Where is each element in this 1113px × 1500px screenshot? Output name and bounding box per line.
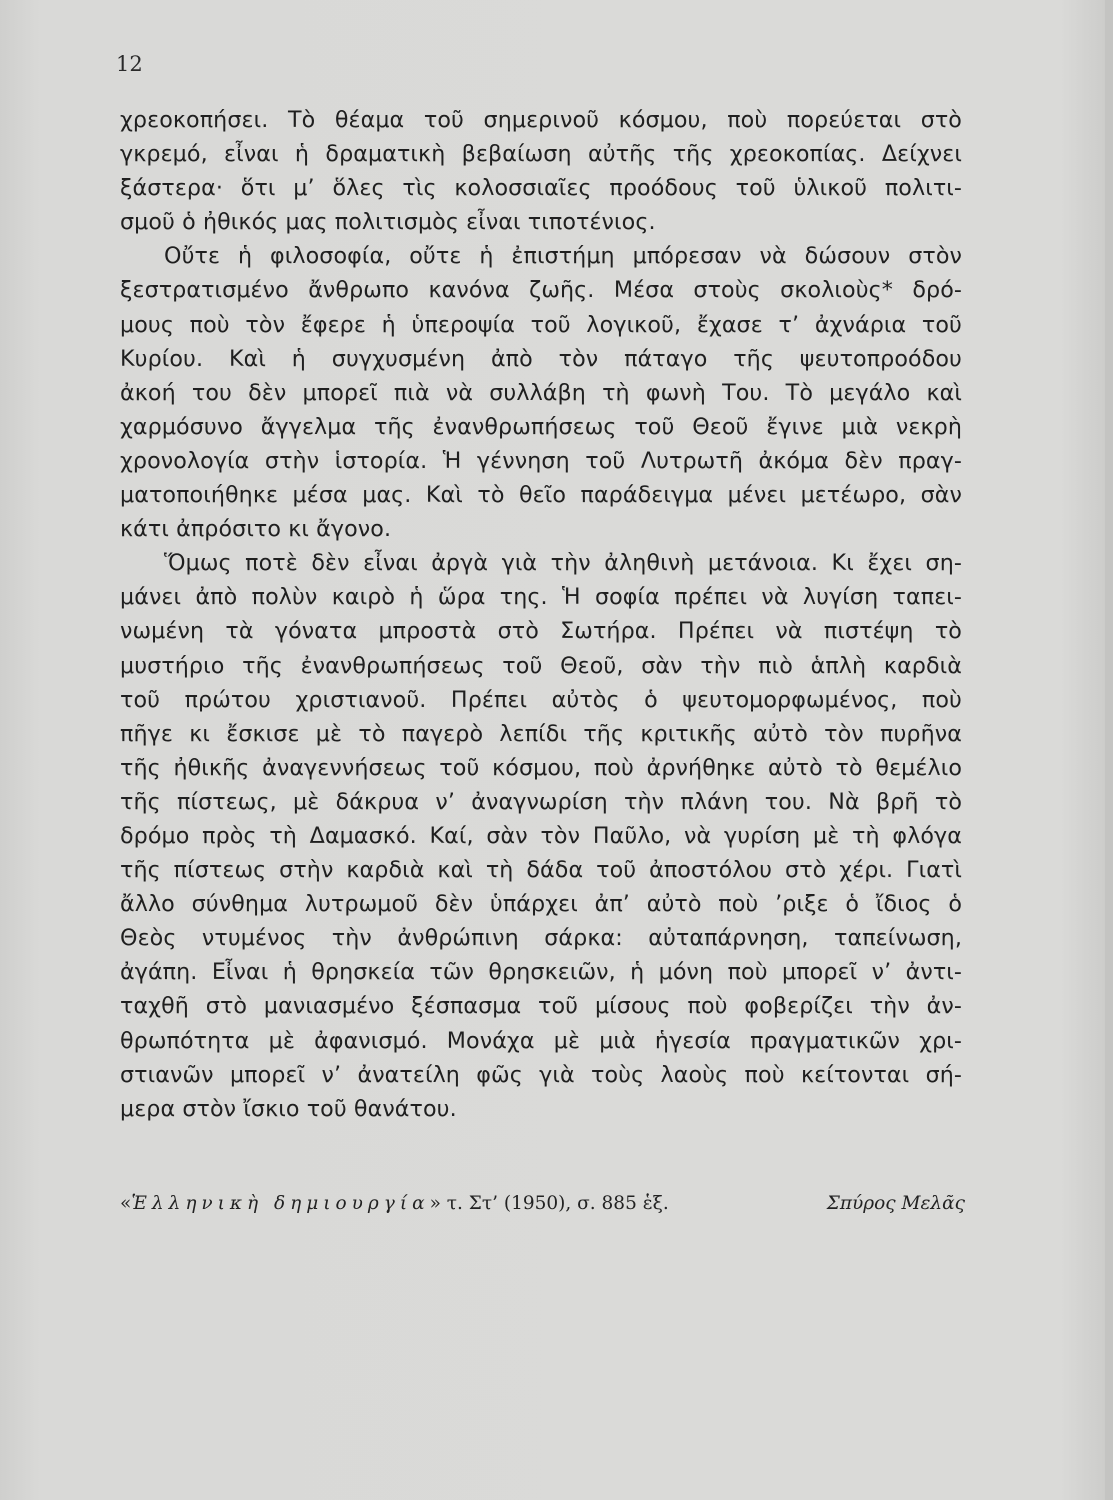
text-line: χρεοκοπήσει. Τὸ θέαμα τοῦ σημερινοῦ κόσμου, ποὺ πορεύεται στὸ [120, 107, 962, 133]
citation [120, 1193, 669, 1214]
text-line: σμοῦ ὁ ἠθικός μας πολιτισμὸς εἶναι τιποτένιος. [120, 209, 656, 236]
text-line: μους ποὺ τὸν ἔφερε ἡ ὑπεροψία τοῦ λογικοῦ, ἔχασε τ’ ἀχνάρια τοῦ [120, 311, 962, 338]
text-line: μερα στὸν ἴσκιο τοῦ θανάτου. [120, 1095, 457, 1122]
text-line: Κυρίου. Καὶ ἡ συγχυσμένη ἀπὸ τὸν πάταγο τῆς ψευτοπροόδου [120, 345, 962, 372]
text-line: κάτι ἀπρόσιτο κι ἄγονο. [120, 516, 392, 543]
text-line: πῆγε κι ἔσκισε μὲ τὸ παγερὸ λεπίδι τῆς κριτικῆς αὐτὸ τὸν πυρῆνα [120, 720, 962, 747]
text-line: γκρεμό, εἶναι ἡ δραματικὴ βεβαίωση αὐτῆς τῆς χρεοκοπίας. Δείχνει [120, 141, 962, 168]
page-number: 12 [116, 52, 143, 76]
text-line: ξάστερα· ὅτι μ’ ὅλες τὶς κολοσσιαῖες προόδους τοῦ ὑλικοῦ πολιτι- [120, 175, 962, 202]
text-line: Οὔτε ἡ φιλοσοφία, οὔτε ἡ ἐπιστήμη μπόρεσαν νὰ δώσουν στὸν [164, 243, 962, 270]
text-line: μυστήριο τῆς ἐνανθρωπήσεως τοῦ Θεοῦ, σὰν τὴν πιὸ ἁπλὴ καρδιὰ [120, 652, 962, 679]
text-line: ἀκοή του δὲν μπορεῖ πιὰ νὰ συλλάβη τὴ φωνὴ Του. Τὸ μεγάλο καὶ [120, 379, 962, 406]
text-line: ματοποιήθηκε μέσα μας. Καὶ τὸ θεῖο παράδειγμα μένει μετέωρο, σὰν [120, 482, 962, 509]
author-signature: Σπύρος Μελᾶς [826, 1193, 965, 1214]
text-line: ταχθῆ στὸ μανιασμένο ξέσπασμα τοῦ μίσους ποὺ φοβερίζει τὴν ἀν- [120, 993, 962, 1020]
citation-open-quote: « [120, 1193, 132, 1214]
text-line: δρόμο πρὸς τὴ Δαμασκό. Καί, σὰν τὸν Παῦλο, νὰ γυρίση μὲ τὴ φλόγα [120, 822, 962, 849]
text-line: νωμένη τὰ γόνατα μπροστὰ στὸ Σωτήρα. Πρέπει νὰ πιστέψη τὸ [120, 618, 962, 645]
text-line: χαρμόσυνο ἄγγελμα τῆς ἐνανθρωπήσεως τοῦ Θεοῦ ἔγινε μιὰ νεκρὴ [120, 413, 962, 440]
footer [120, 1193, 965, 1223]
text-line: Θεὸς ντυμένος τὴν ἀνθρώπινη σάρκα: αὐταπάρνηση, ταπείνωση, [120, 925, 962, 952]
page-edge [1105, 0, 1113, 1500]
text-line: ξεστρατισμένο ἄνθρωπο κανόνα ζωῆς. Μέσα στοὺς σκολιοὺς* δρό- [120, 277, 962, 304]
text-line: ἀγάπη. Εἶναι ἡ θρησκεία τῶν θρησκειῶν, ἡ μόνη ποὺ μπορεῖ ν’ ἀντι- [120, 959, 962, 986]
citation-title: Ἑλληνικὴ δημιουργία [131, 1193, 430, 1214]
text-line: θρωπότητα μὲ ἀφανισμό. Μονάχα μὲ μιὰ ἡγεσία πραγματικῶν χρι- [120, 1027, 962, 1054]
citation-details: » τ. Στ’ (1950), σ. 885 ἑξ. [429, 1193, 669, 1214]
text-line: μάνει ἀπὸ πολὺν καιρὸ ἡ ὥρα της. Ἡ σοφία πρέπει νὰ λυγίση ταπει- [120, 584, 962, 611]
text-line: Ὅμως ποτὲ δὲν εἶναι ἀργὰ γιὰ τὴν ἀληθινὴ μετάνοια. Κι ἔχει ση- [164, 550, 962, 577]
text-line: χρονολογία στὴν ἱστορία. Ἡ γέννηση τοῦ Λυτρωτῆ ἀκόμα δὲν πραγ- [120, 447, 962, 474]
text-line: ἄλλο σύνθημα λυτρωμοῦ δὲν ὑπάρχει ἀπ’ αὐτὸ ποὺ ’ριξε ὁ ἴδιος ὁ [120, 891, 962, 918]
text-line: τῆς ἠθικῆς ἀναγεννήσεως τοῦ κόσμου, ποὺ ἀρνήθηκε αὐτὸ τὸ θεμέλιο [120, 754, 962, 781]
body-text [120, 103, 962, 1126]
text-line: στιανῶν μπορεῖ ν’ ἀνατείλη φῶς γιὰ τοὺς λαοὺς ποὺ κείτονται σή- [120, 1061, 962, 1088]
text-line: τοῦ πρώτου χριστιανοῦ. Πρέπει αὐτὸς ὁ ψευτομορφωμένος, ποὺ [120, 686, 962, 713]
text-line: τῆς πίστεως στὴν καρδιὰ καὶ τὴ δάδα τοῦ ἀποστόλου στὸ χέρι. Γιατὶ [120, 857, 962, 884]
text-line: τῆς πίστεως, μὲ δάκρυα ν’ ἀναγνωρίση τὴν πλάνη του. Νὰ βρῆ τὸ [120, 788, 962, 815]
